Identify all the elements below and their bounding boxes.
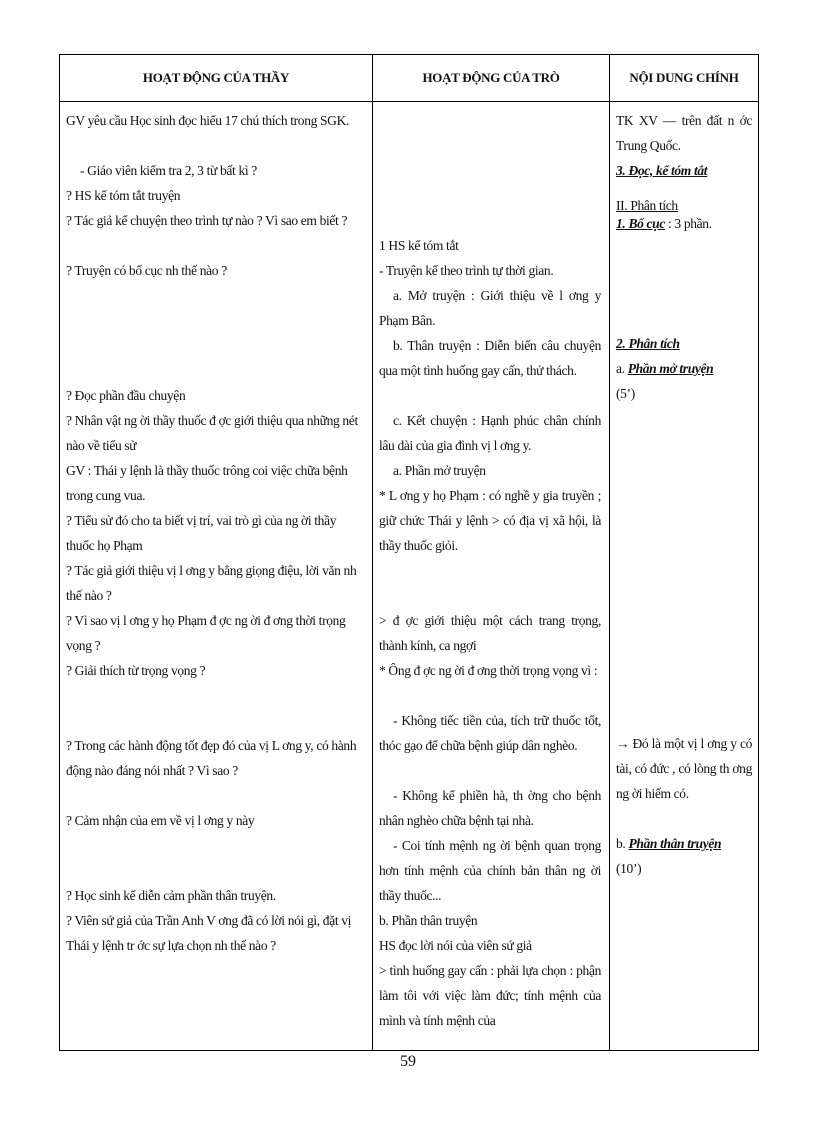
student-line: c. Kết chuyện : Hạnh phúc chân chính lâu dài của gia đình vị l ơng y. [379, 413, 601, 453]
analysis-heading [616, 331, 752, 356]
student-line: - Không kể phiền hà, th ờng cho bệnh nhân nghèo chữa bệnh tại nhà. [379, 788, 601, 828]
section-heading: II. Phân tích [616, 198, 678, 213]
body-prefix: b. [616, 836, 629, 851]
teacher-line: GV : Thái y lệnh là thầy thuốc trông coi việc chữa bệnh trong cung vua. [66, 463, 348, 503]
teacher-line: - Giáo viên kiểm tra 2, 3 từ bất kì ? [80, 163, 257, 178]
teacher-line: ? Học sinh kể diễn cảm phần thân truyện. [66, 888, 276, 903]
student-line: > đ ợc giới thiệu một cách trang trọng, thành kính, ca ngợi [379, 613, 601, 653]
teacher-line: ? Giải thích từ trọng vọng ? [66, 663, 206, 678]
header-content: NỘI DUNG CHÍNH [629, 70, 739, 85]
student-line: b. Thân truyện : Diễn biến câu chuyện qua một tình huống gay cấn, thử thách. [379, 338, 601, 378]
student-column [373, 102, 609, 1050]
student-line: b. Phần thân truyện [379, 913, 478, 928]
student-line: a. Phần mở truyện [393, 463, 486, 478]
body-part-label: Phần thân truyện [628, 836, 722, 851]
header-student: HOẠT ĐỘNG CỦA TRÒ [422, 70, 560, 85]
student-line: a. Mở truyện : Giới thiệu về l ơng y Phạm Bân. [379, 288, 601, 328]
content-column [610, 102, 758, 1050]
opening-part-label: Phần mở truyện [627, 361, 714, 376]
student-line: * L ơng y họ Phạm : có nghề y gia truyền ; giữ chức Thái y lệnh > có địa vị xã hội, là thầy thuốc giỏi. [379, 488, 601, 553]
opening-part-time: (5’) [616, 386, 635, 401]
lesson-table [59, 54, 759, 1051]
teacher-line: ? Truyện có bố cục nh thế nào ? [66, 263, 227, 278]
summary-text [616, 731, 752, 831]
student-line: * Ông đ ợc ng ời đ ơng thời trọng vọng vì : [379, 663, 598, 678]
teacher-line: ? Nhân vật ng ời thầy thuốc đ ợc giới thiệu qua những nét nào về tiểu sử [66, 413, 358, 453]
student-line: 1 HS kể tóm tắt [379, 238, 459, 253]
teacher-line: ? Tác giả giới thiệu vị l ơng y bằng giọng điệu, lời văn nh thế nào ? [66, 563, 357, 603]
opening-prefix: a. [616, 361, 628, 376]
summary-body: Đó là một vị l ơng y có tài, có đức , có lòng th ơng ng ời hiếm có. [616, 736, 752, 801]
teacher-line: ? Viên sứ giả của Trần Anh V ơng đã có lời nói gì, đặt vị Thái y lệnh tr ớc sự lựa chọn nh thế nào ? [66, 913, 352, 953]
teacher-line: ? Vì sao vị l ơng y họ Phạm đ ợc ng ời đ ơng thời trọng vọng ? [66, 613, 346, 653]
body-part-time: (10’) [616, 861, 642, 876]
teacher-column [60, 102, 372, 1050]
student-line: HS đọc lời nói của viên sứ giả [379, 938, 532, 953]
teacher-line: ? Trong các hành động tốt đẹp đó của vị L ơng y, có hành động nào đáng nói nhất ? Vì sao ? [66, 738, 357, 778]
page-number: 59 [400, 1053, 416, 1070]
teacher-line: ? Tiểu sử đó cho ta biết vị trí, vai trò gì của ng ời thầy thuốc họ Phạm [66, 513, 337, 553]
opening-part-line [616, 356, 752, 381]
section-analysis [616, 197, 752, 215]
section-heading: 2. Phân tích [616, 336, 680, 351]
section-read-summary [616, 158, 752, 183]
section-heading: 3. Đọc, kể tóm tắt [616, 163, 708, 178]
structure-line [616, 215, 752, 233]
teacher-line: ? Tác giả kể chuyện theo trình tự nào ? Vì sao em biết ? [66, 213, 348, 228]
teacher-line: ? Cảm nhận của em về vị l ơng y này [66, 813, 255, 828]
content-intro: TK XV — trên đất n ớc Trung Quốc. [616, 113, 752, 153]
student-line: > tình huống gay cấn : phải lựa chọn : phận làm tôi với việc làm đức; tính mệnh của mình và tính mệnh của [379, 963, 601, 1028]
teacher-line: ? Đọc phần đầu chuyện [66, 388, 186, 403]
teacher-line: GV yêu cầu Học sinh đọc hiểu 17 chú thích trong SGK. [66, 113, 349, 128]
teacher-line: ? HS kể tóm tắt truyện [66, 188, 181, 203]
body-part-line [616, 831, 752, 856]
arrow-icon: → [616, 736, 630, 751]
student-line: - Coi tính mệnh ng ời bệnh quan trọng hơn tính mệnh của chính bản thân ng ời thầy thuốc... [379, 838, 601, 903]
structure-text: : 3 phần. [664, 216, 712, 231]
header-teacher: HOẠT ĐỘNG CỦA THẦY [142, 70, 290, 85]
student-line: - Không tiếc tiền của, tích trữ thuốc tốt, thóc gạo để chữa bệnh giúp dân nghèo. [379, 713, 601, 753]
structure-label: 1. Bố cục [616, 216, 665, 231]
student-line: - Truyện kể theo trình tự thời gian. [379, 263, 554, 278]
